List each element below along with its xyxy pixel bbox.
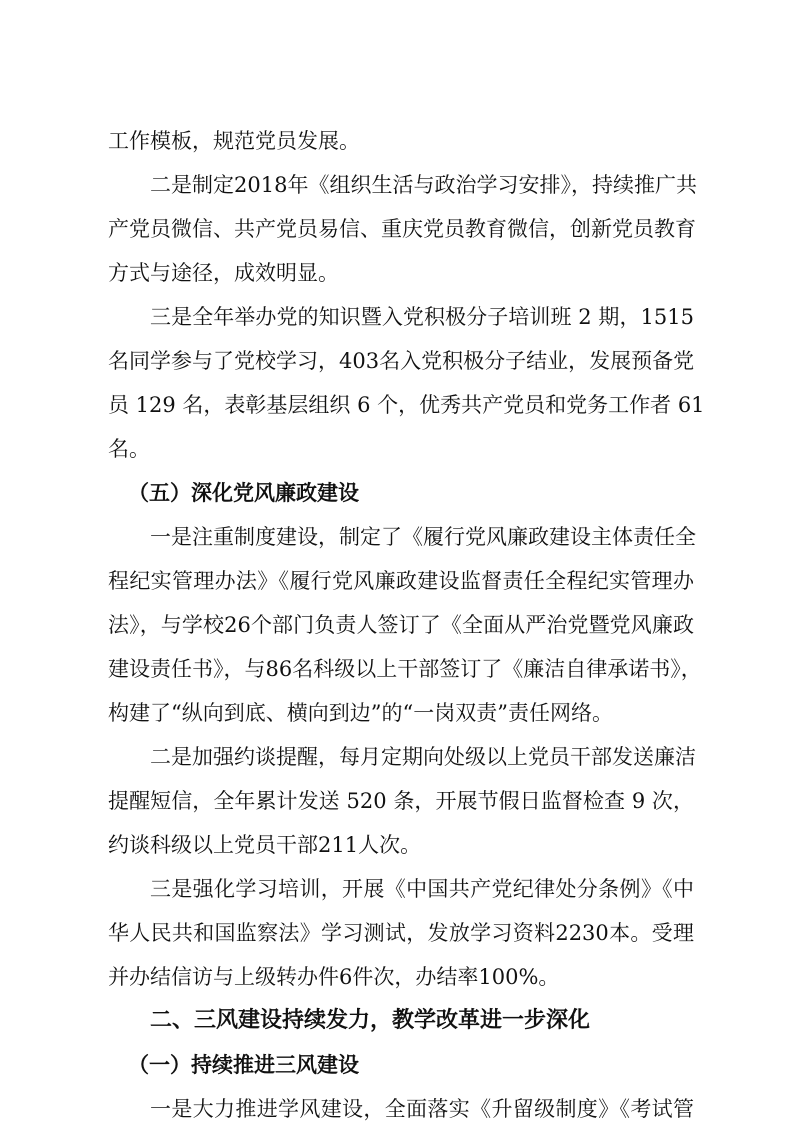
paragraph-line: 二是制定2018年《组织生活与政治学习安排》，持续推广共 (150, 173, 697, 197)
text-line: 产党员微信、共产党员易信、重庆党员教育微信，创新党员教育 (108, 217, 696, 241)
paragraph-line: 一是大力推进学风建设，全面落实《升留级制度》《考试管 (150, 1097, 694, 1121)
text-line: 员 129 名，表彰基层组织 6 个，优秀共产党员和党务工作者 61 (108, 393, 705, 417)
section-heading: （五）深化党风廉政建设 (128, 481, 359, 505)
text-line: 工作模板，规范党员发展。 (108, 129, 360, 153)
text-line: 华人民共和国监察法》学习测试，发放学习资料2230本。受理 (108, 921, 694, 945)
text-line: 并办结信访与上级转办件6件次，办结率100%。 (108, 965, 560, 989)
text-line: 法》，与学校26个部门负责人签订了《全面从严治党暨党风廉政 (108, 613, 694, 637)
chapter-heading: 二、三风建设持续发力，教学改革进一步深化 (150, 1008, 591, 1033)
paragraph-line: 三是全年举办党的知识暨入党积极分子培训班 2 期，1515 (150, 305, 694, 329)
text-line: 名。 (108, 437, 150, 461)
text-line: 名同学参与了党校学习，403名入党积极分子结业，发展预备党 (108, 349, 695, 373)
paragraph-line: 二是加强约谈提醒，每月定期向处级以上党员干部发送廉洁 (150, 745, 696, 769)
text-line: 约谈科级以上党员干部211人次。 (108, 833, 422, 857)
paragraph-line: 一是注重制度建设，制定了《履行党风廉政建设主体责任全 (150, 525, 696, 549)
paragraph-line: 三是强化学习培训，开展《中国共产党纪律处分条例》《中 (150, 877, 694, 901)
text-line: 方式与途径，成效明显。 (108, 261, 339, 285)
text-line: 提醒短信，全年累计发送 520 条，开展节假日监督检查 9 次， (108, 789, 694, 813)
text-line: 构建了“纵向到底、横向到边”的“一岗双责”责任网络。 (108, 701, 613, 725)
section-heading: （一）持续推进三风建设 (128, 1053, 359, 1077)
text-line: 建设责任书》，与86名科级以上干部签订了《廉洁自律承诺书》， (108, 657, 702, 681)
text-line: 程纪实管理办法》《履行党风廉政建设监督责任全程纪实管理办 (108, 569, 694, 593)
